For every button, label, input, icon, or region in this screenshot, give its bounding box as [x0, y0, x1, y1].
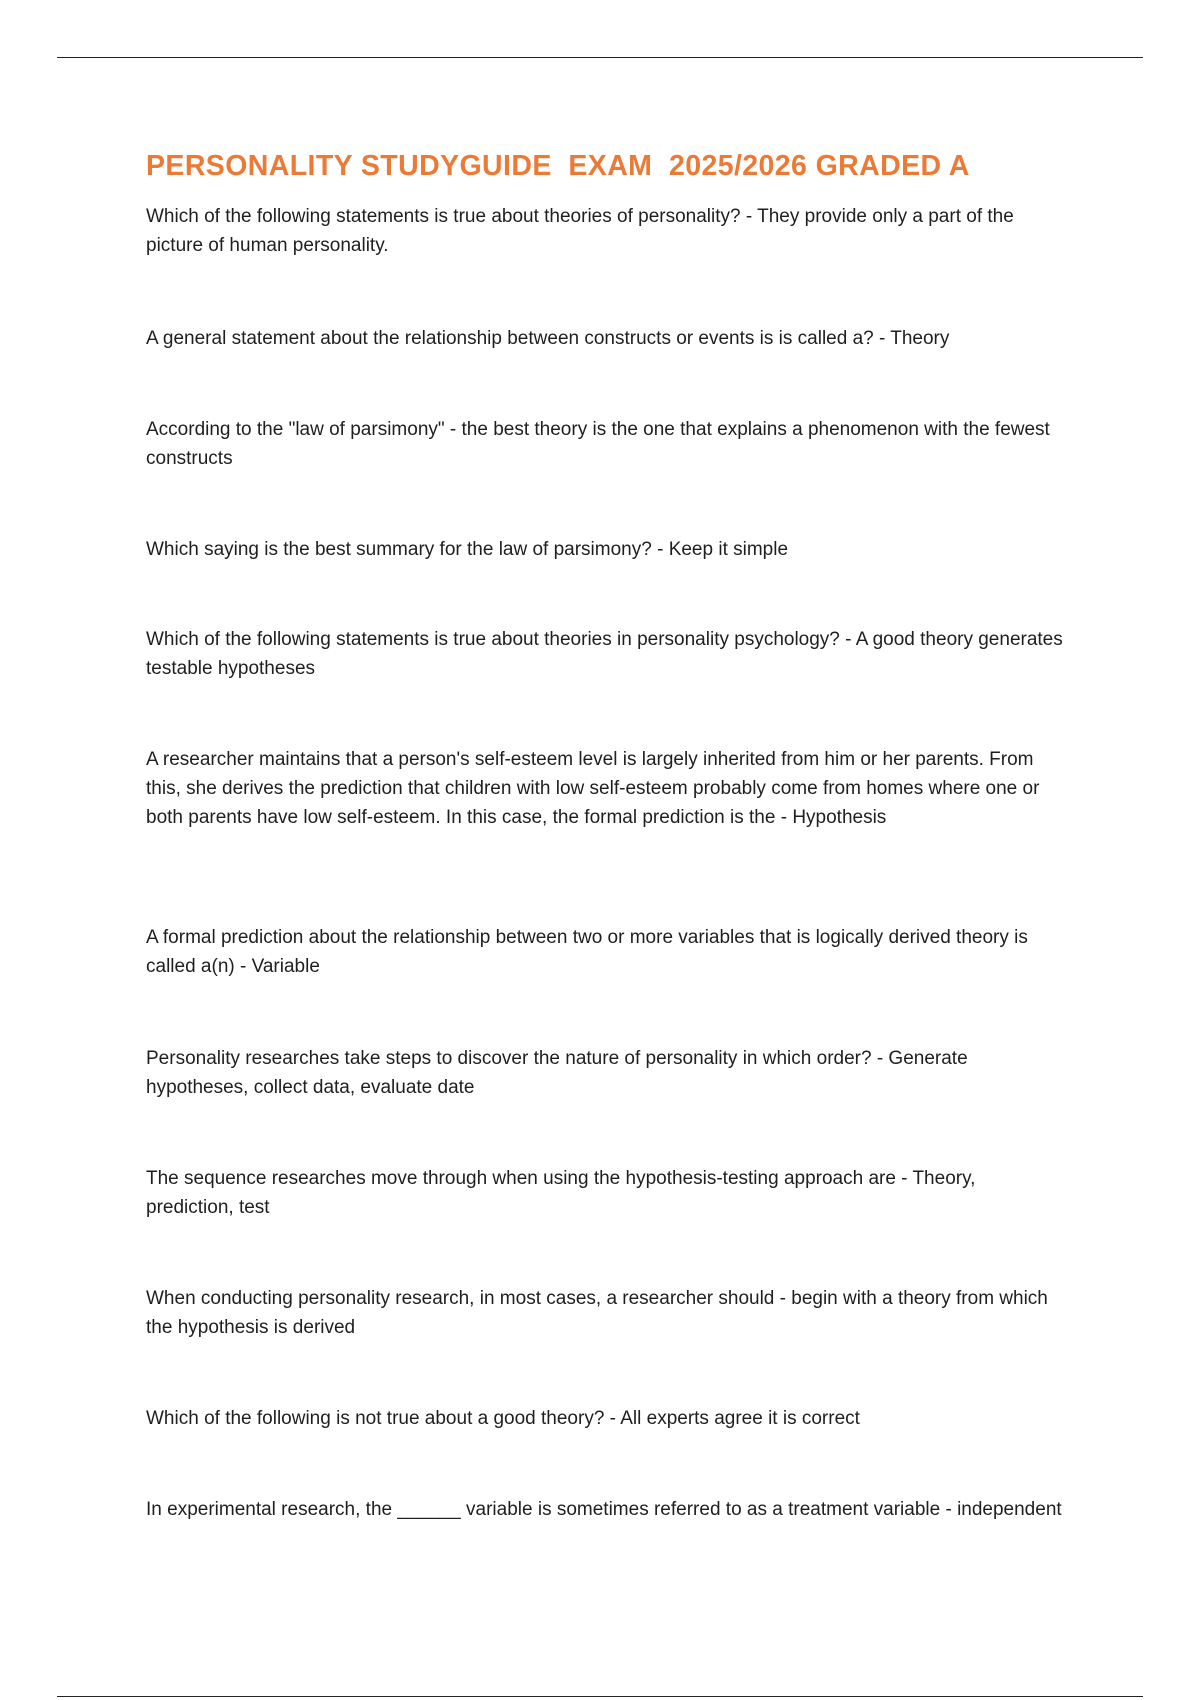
qa-item-2: A general statement about the relationship between constructs or events is is called a? - Theory [146, 328, 950, 349]
qa-item-5: Which of the following statements is true about theories in personality psychology? - A good theory generates testable hypotheses [146, 629, 1063, 679]
qa-item-3: According to the "law of parsimony" - the best theory is the one that explains a phenomenon with the fewest constructs [146, 419, 1050, 469]
bottom-divider [57, 1696, 1143, 1697]
qa-item-4: Which saying is the best summary for the law of parsimony? - Keep it simple [146, 539, 789, 560]
qa-item-11: Which of the following is not true about a good theory? - All experts agree it is correct [146, 1408, 860, 1429]
qa-item-6: A researcher maintains that a person's self-esteem level is largely inherited from him or her parents. From this, she derives the prediction that children with low self-esteem probably come from homes where one or both parents have low self-esteem. In this case, the formal prediction is the - Hypothesis [146, 749, 1040, 828]
qa-item-12: In experimental research, the ______ variable is sometimes referred to as a treatment variable - independent [146, 1499, 1062, 1520]
top-divider [57, 57, 1143, 58]
qa-item-7: A formal prediction about the relationship between two or more variables that is logically derived theory is called a(n) - Variable [146, 927, 1028, 977]
qa-item-1: Which of the following statements is true about theories of personality? - They provide only a part of the picture of human personality. [146, 206, 1014, 256]
page-title: PERSONALITY STUDYGUIDE EXAM 2025/2026 GRADED A [146, 150, 970, 182]
qa-item-10: When conducting personality research, in most cases, a researcher should - begin with a theory from which the hypothesis is derived [146, 1288, 1048, 1338]
qa-item-8: Personality researches take steps to discover the nature of personality in which order? - Generate hypotheses, collect data, evaluate date [146, 1048, 968, 1098]
qa-item-9: The sequence researches move through when using the hypothesis-testing approach are - Theory, prediction, test [146, 1168, 976, 1218]
